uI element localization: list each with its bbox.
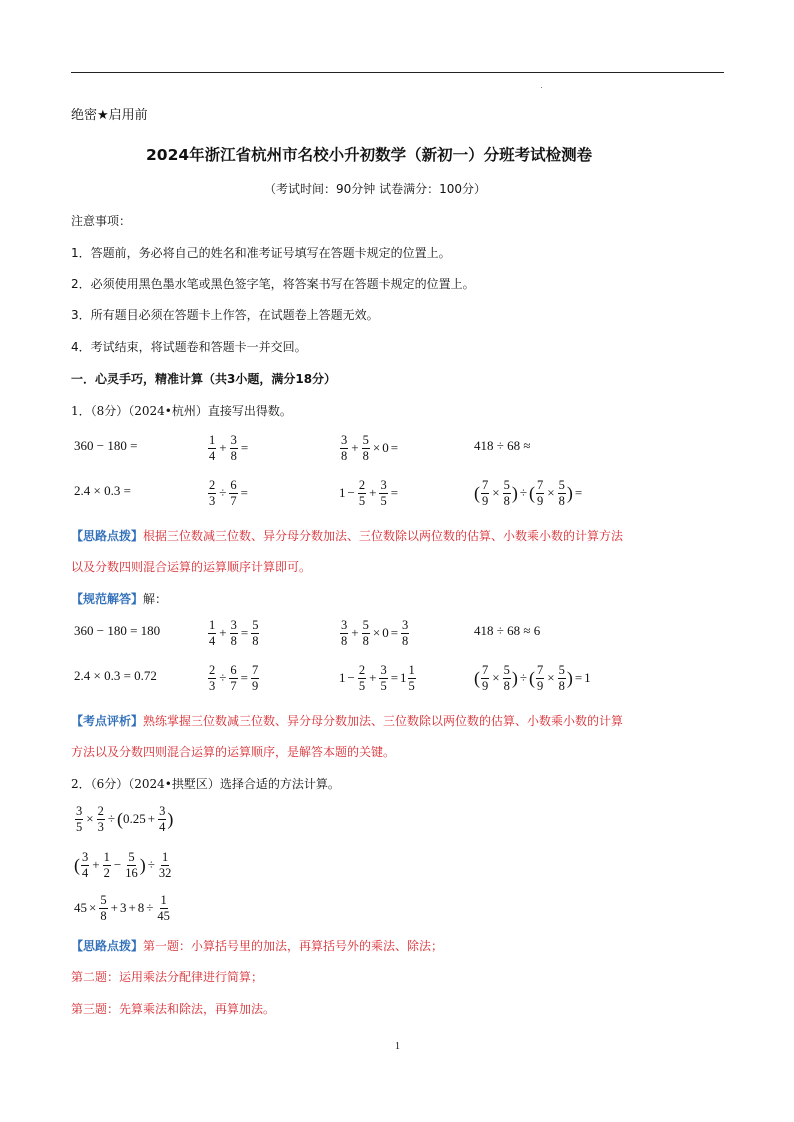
fraction: $\frac{5}{8}$	[100, 893, 107, 923]
eval-text: 熟练掌握三位数减三位数、异分母分数加法、三位数除以两位数的估算、小数乘小数的计算	[143, 714, 624, 728]
problem-expression: $\frac{3}{5}$ × $\frac{2}{3}$ ÷ ( 0.25 + $\frac{3}{4}$ )	[76, 804, 174, 834]
fraction: $\frac{3}{5}$	[380, 663, 387, 693]
fraction: $\frac{3}{5}$	[380, 478, 387, 508]
fraction: $\frac{3}{8}$	[402, 618, 409, 648]
expr-text: 2.4 × 0.3 = 0.72	[74, 668, 157, 683]
fraction: $\frac{5}{8}$	[558, 478, 565, 508]
fraction: $\frac{3}{8}$	[341, 618, 348, 648]
problem-expression: 45 × $\frac{5}{8}$ + 3 + 8 ÷ $\frac{1}{45}$	[74, 893, 170, 923]
hint-text: 以及分数四则混合运算的运算顺序计算即可。	[71, 560, 312, 574]
hint-text: 第二题：运用乘法分配律进行简算；	[71, 970, 264, 984]
section-heading: 一．心灵手巧，精准计算（共3小题，满分18分）	[71, 372, 337, 386]
page-title: 2024年浙江省杭州市名校小升初数学（新初一）分班考试检测卷	[146, 146, 593, 164]
hint-line	[71, 937, 443, 954]
fraction: $\frac{2}{5}$	[358, 478, 366, 508]
fraction: $\frac{3}{8}$	[230, 618, 237, 648]
problem-expression: $\frac{1}{4}$ + $\frac{3}{8}$ =	[209, 433, 249, 463]
fraction: $\frac{5}{8}$	[252, 618, 259, 648]
fraction: $\frac{3}{5}$	[76, 804, 83, 834]
eval-label: 【考点评析】	[71, 714, 144, 728]
eval-line	[71, 712, 623, 729]
answer-expression: ( $\frac{7}{9}$ × $\frac{5}{8}$ ) ÷ ( $\frac{7}{9}$ × $\frac{5}{8}$ ) = 1	[474, 663, 591, 693]
answer-expression	[474, 615, 540, 647]
problem-expression	[74, 475, 131, 507]
page-number: 1	[395, 1041, 400, 1052]
hint-text: 第一题：小算括号里的加法，再算括号外的乘法、除法；	[143, 939, 444, 953]
fraction: $\frac{1}{4}$	[209, 618, 216, 648]
problem-expression	[474, 430, 531, 462]
notice-heading: 注意事项：	[71, 214, 132, 228]
fraction: $\frac{2}{5}$	[358, 663, 366, 693]
fraction: $\frac{7}{9}$	[251, 663, 259, 693]
fraction: $\frac{2}{3}$	[209, 663, 216, 693]
fraction: $\frac{5}{8}$	[503, 663, 510, 693]
hint-line	[71, 527, 623, 544]
fraction: $\frac{3}{8}$	[230, 433, 237, 463]
page-subtitle: （考试时间：90分钟 试卷满分：100分）	[264, 182, 486, 196]
fraction: $\frac{6}{7}$	[230, 663, 237, 693]
answer-expression: $\frac{2}{3}$ ÷ $\frac{6}{7}$ = $\frac{7}{9}$	[209, 663, 259, 693]
solution-label: 【规范解答】	[71, 592, 144, 606]
fraction: $\frac{5}{8}$	[362, 433, 369, 463]
secret-label: 绝密★启用前	[71, 108, 148, 123]
hint-label: 【思路点拨】	[71, 529, 144, 543]
question-stem: 1．（8分）（2024•杭州）直接写出得数。	[71, 404, 292, 418]
hint-label: 【思路点拨】	[71, 939, 144, 953]
fraction: $\frac{6}{7}$	[230, 478, 237, 508]
notice-item: 1．答题前，务必将自己的姓名和准考证号填写在答题卡规定的位置上。	[71, 246, 451, 260]
problem-expression: ( $\frac{3}{4}$ + $\frac{1}{2}$ − $\frac{5}{16}$ ) ÷ $\frac{1}{32}$	[74, 850, 172, 880]
fraction: $\frac{2}{3}$	[209, 478, 216, 508]
notice-item: 3．所有题目必须在答题卡上作答，在试题卷上答题无效。	[71, 308, 379, 322]
header-rule	[71, 72, 724, 73]
answer-expression: 1 − $\frac{2}{5}$ + $\frac{3}{5}$ = 1 $\frac{1}{5}$	[339, 663, 415, 693]
fraction: $\frac{7}{9}$	[482, 478, 489, 508]
problem-expression: ( $\frac{7}{9}$ × $\frac{5}{8}$ ) ÷ ( $\frac{7}{9}$ × $\frac{5}{8}$ ) =	[474, 478, 583, 508]
fraction: $\frac{7}{9}$	[536, 478, 544, 508]
mixed-number: 1 $\frac{1}{5}$	[400, 663, 415, 693]
eval-text: 方法以及分数四则混合运算的运算顺序，是解答本题的关键。	[71, 745, 396, 759]
fraction: $\frac{5}{8}$	[362, 618, 369, 648]
notice-item: 2．必须使用黑色墨水笔或黑色签字笔，将答案书写在答题卡规定的位置上。	[71, 277, 475, 291]
fraction: $\frac{1}{45}$	[157, 893, 170, 923]
answer-expression: $\frac{3}{8}$ + $\frac{5}{8}$ × 0 = $\frac{3}{8}$	[341, 618, 409, 648]
hint-text: 根据三位数减三位数、异分母分数加法、三位数除以两位数的估算、小数乘小数的计算方法	[143, 529, 624, 543]
notice-item: 4．考试结束，将试题卷和答题卡一并交回。	[71, 340, 307, 354]
fraction: $\frac{3}{4}$	[159, 804, 166, 834]
fraction: $\frac{2}{3}$	[97, 804, 104, 834]
answer-expression	[74, 615, 160, 647]
header-mark	[541, 87, 542, 88]
fraction: $\frac{3}{8}$	[341, 433, 348, 463]
solution-suffix: 解：	[143, 592, 168, 606]
fraction: $\frac{5}{8}$	[503, 478, 510, 508]
fraction: $\frac{1}{2}$	[103, 850, 110, 880]
problem-expression	[74, 430, 137, 462]
fraction: $\frac{5}{16}$	[125, 850, 138, 880]
answer-expression: $\frac{1}{4}$ + $\frac{3}{8}$ = $\frac{5}{8}$	[209, 618, 259, 648]
fraction: $\frac{1}{32}$	[158, 850, 172, 880]
expr-text: 2.4 × 0.3 =	[74, 483, 131, 498]
expr-text: 418 ÷ 68 ≈ 6	[474, 623, 541, 638]
fraction: $\frac{7}{9}$	[536, 663, 544, 693]
fraction: $\frac{5}{8}$	[558, 663, 565, 693]
answer-expression	[74, 660, 157, 692]
fraction: $\frac{3}{4}$	[82, 850, 89, 880]
expr-text: 360 − 180 = 180	[74, 623, 161, 638]
expr-text: 418 ÷ 68 ≈	[474, 438, 531, 453]
problem-expression: 1 − $\frac{2}{5}$ + $\frac{3}{5}$ =	[339, 478, 399, 508]
problem-expression: $\frac{2}{3}$ ÷ $\frac{6}{7}$ =	[209, 478, 248, 508]
hint-text: 第三题：先算乘法和除法，再算加法。	[71, 1002, 276, 1016]
fraction: $\frac{1}{4}$	[209, 433, 216, 463]
fraction: $\frac{7}{9}$	[482, 663, 489, 693]
problem-expression: $\frac{3}{8}$ + $\frac{5}{8}$ × 0 =	[341, 433, 399, 463]
question-stem: 2．（6分）（2024•拱墅区）选择合适的方法计算。	[71, 777, 340, 791]
expr-text: 360 − 180 =	[74, 438, 138, 453]
solution-line	[71, 590, 167, 607]
